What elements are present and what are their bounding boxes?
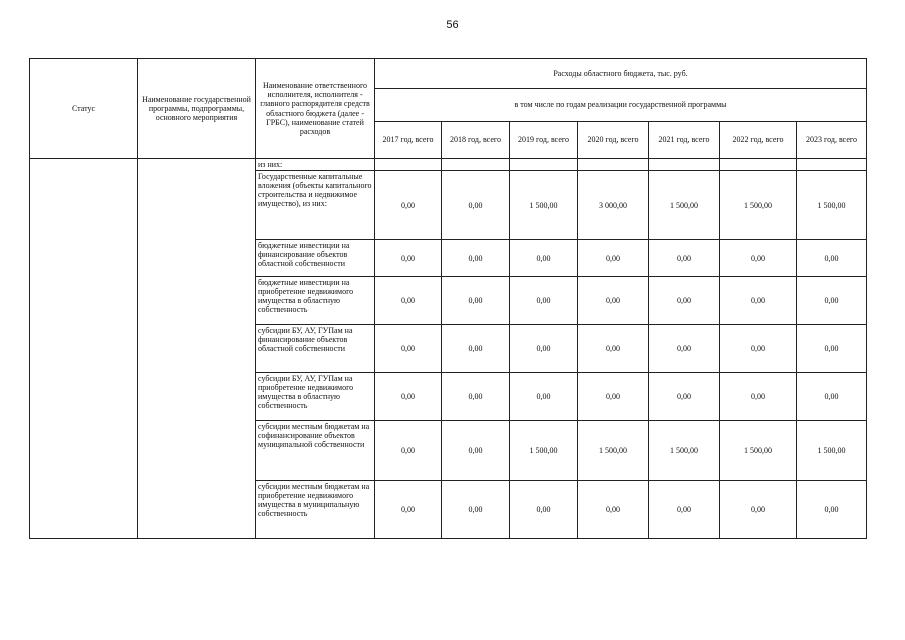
row-value: 0,00	[510, 481, 578, 539]
program-cell	[138, 159, 256, 539]
row-value: 0,00	[720, 481, 797, 539]
row-value: 1 500,00	[578, 421, 649, 481]
row-value: 0,00	[442, 277, 510, 325]
row-value: 0,00	[442, 373, 510, 421]
header-year: 2019 год, всего	[510, 122, 578, 159]
row-value: 0,00	[797, 373, 867, 421]
row-value: 0,00	[720, 373, 797, 421]
row-value: 0,00	[442, 171, 510, 240]
header-executor: Наименование ответственного исполнителя, исполнителя - главного распорядителя средств областного бюджета (далее - ГРБС), наименование статей расходов	[256, 59, 375, 159]
row-name: субсидии БУ, АУ, ГУПам на приобретение недвижимого имущества в областную собственность	[256, 373, 375, 421]
row-value: 0,00	[510, 325, 578, 373]
row-value: 1 500,00	[510, 421, 578, 481]
row-value: 0,00	[578, 373, 649, 421]
header-row-1	[30, 59, 867, 89]
row-value: 0,00	[649, 277, 720, 325]
row-name: бюджетные инвестиции на приобретение недвижимого имущества в областную собственность	[256, 277, 375, 325]
row-value	[375, 159, 442, 171]
row-value: 0,00	[578, 277, 649, 325]
row-value: 0,00	[720, 277, 797, 325]
row-value: 0,00	[649, 325, 720, 373]
page-number: 56	[446, 19, 459, 31]
row-name: бюджетные инвестиции на финансирование объектов областной собственности	[256, 240, 375, 277]
row-value: 0,00	[375, 171, 442, 240]
header-year: 2023 год, всего	[797, 122, 867, 159]
row-value: 1 500,00	[649, 171, 720, 240]
row-value: 0,00	[442, 240, 510, 277]
row-value: 0,00	[797, 325, 867, 373]
row-value: 0,00	[578, 481, 649, 539]
row-value: 1 500,00	[797, 421, 867, 481]
row-value: 0,00	[375, 325, 442, 373]
status-cell	[30, 159, 138, 539]
row-value: 1 500,00	[649, 421, 720, 481]
row-name: субсидии местным бюджетам на софинансирование объектов муниципальной собственности	[256, 421, 375, 481]
row-value: 0,00	[375, 373, 442, 421]
header-program-name: Наименование государственной программы, подпрограммы, основного мероприятия	[138, 59, 256, 159]
row-value: 0,00	[375, 240, 442, 277]
row-value: 0,00	[720, 325, 797, 373]
row-value: 1 500,00	[720, 421, 797, 481]
row-value: 1 500,00	[797, 171, 867, 240]
table-row	[30, 159, 867, 171]
row-value: 0,00	[720, 240, 797, 277]
row-value	[442, 159, 510, 171]
row-name: субсидии местным бюджетам на приобретение недвижимого имущества в муниципальную собственность	[256, 481, 375, 539]
row-value: 0,00	[649, 240, 720, 277]
row-value: 0,00	[375, 481, 442, 539]
row-value: 0,00	[442, 481, 510, 539]
header-year: 2017 год, всего	[375, 122, 442, 159]
row-value: 0,00	[442, 325, 510, 373]
row-value: 0,00	[797, 481, 867, 539]
row-value: 0,00	[442, 421, 510, 481]
row-value: 1 500,00	[510, 171, 578, 240]
row-name: Государственные капитальные вложения (объекты капитального строительства и недвижимое имущество), из них:	[256, 171, 375, 240]
row-value	[797, 159, 867, 171]
row-value: 0,00	[797, 240, 867, 277]
header-year: 2022 год, всего	[720, 122, 797, 159]
header-by-years: в том числе по годам реализации государственной программы	[375, 89, 867, 122]
row-value: 0,00	[797, 277, 867, 325]
header-expenses: Расходы областного бюджета, тыс. руб.	[375, 59, 867, 89]
row-value: 1 500,00	[720, 171, 797, 240]
row-value: 0,00	[649, 481, 720, 539]
row-value: 3 000,00	[578, 171, 649, 240]
row-name: субсидии БУ, АУ, ГУПам на финансирование объектов областной собственности	[256, 325, 375, 373]
row-value: 0,00	[578, 240, 649, 277]
row-value: 0,00	[649, 373, 720, 421]
row-value: 0,00	[578, 325, 649, 373]
row-value: 0,00	[375, 421, 442, 481]
row-value	[510, 159, 578, 171]
row-value: 0,00	[375, 277, 442, 325]
row-value	[649, 159, 720, 171]
row-value	[720, 159, 797, 171]
row-value	[578, 159, 649, 171]
header-year: 2021 год, всего	[649, 122, 720, 159]
header-year: 2018 год, всего	[442, 122, 510, 159]
row-value: 0,00	[510, 373, 578, 421]
row-value: 0,00	[510, 277, 578, 325]
row-value: 0,00	[510, 240, 578, 277]
header-status: Статус	[30, 59, 138, 159]
row-name: из них:	[256, 159, 375, 171]
budget-table	[29, 58, 867, 539]
header-year: 2020 год, всего	[578, 122, 649, 159]
